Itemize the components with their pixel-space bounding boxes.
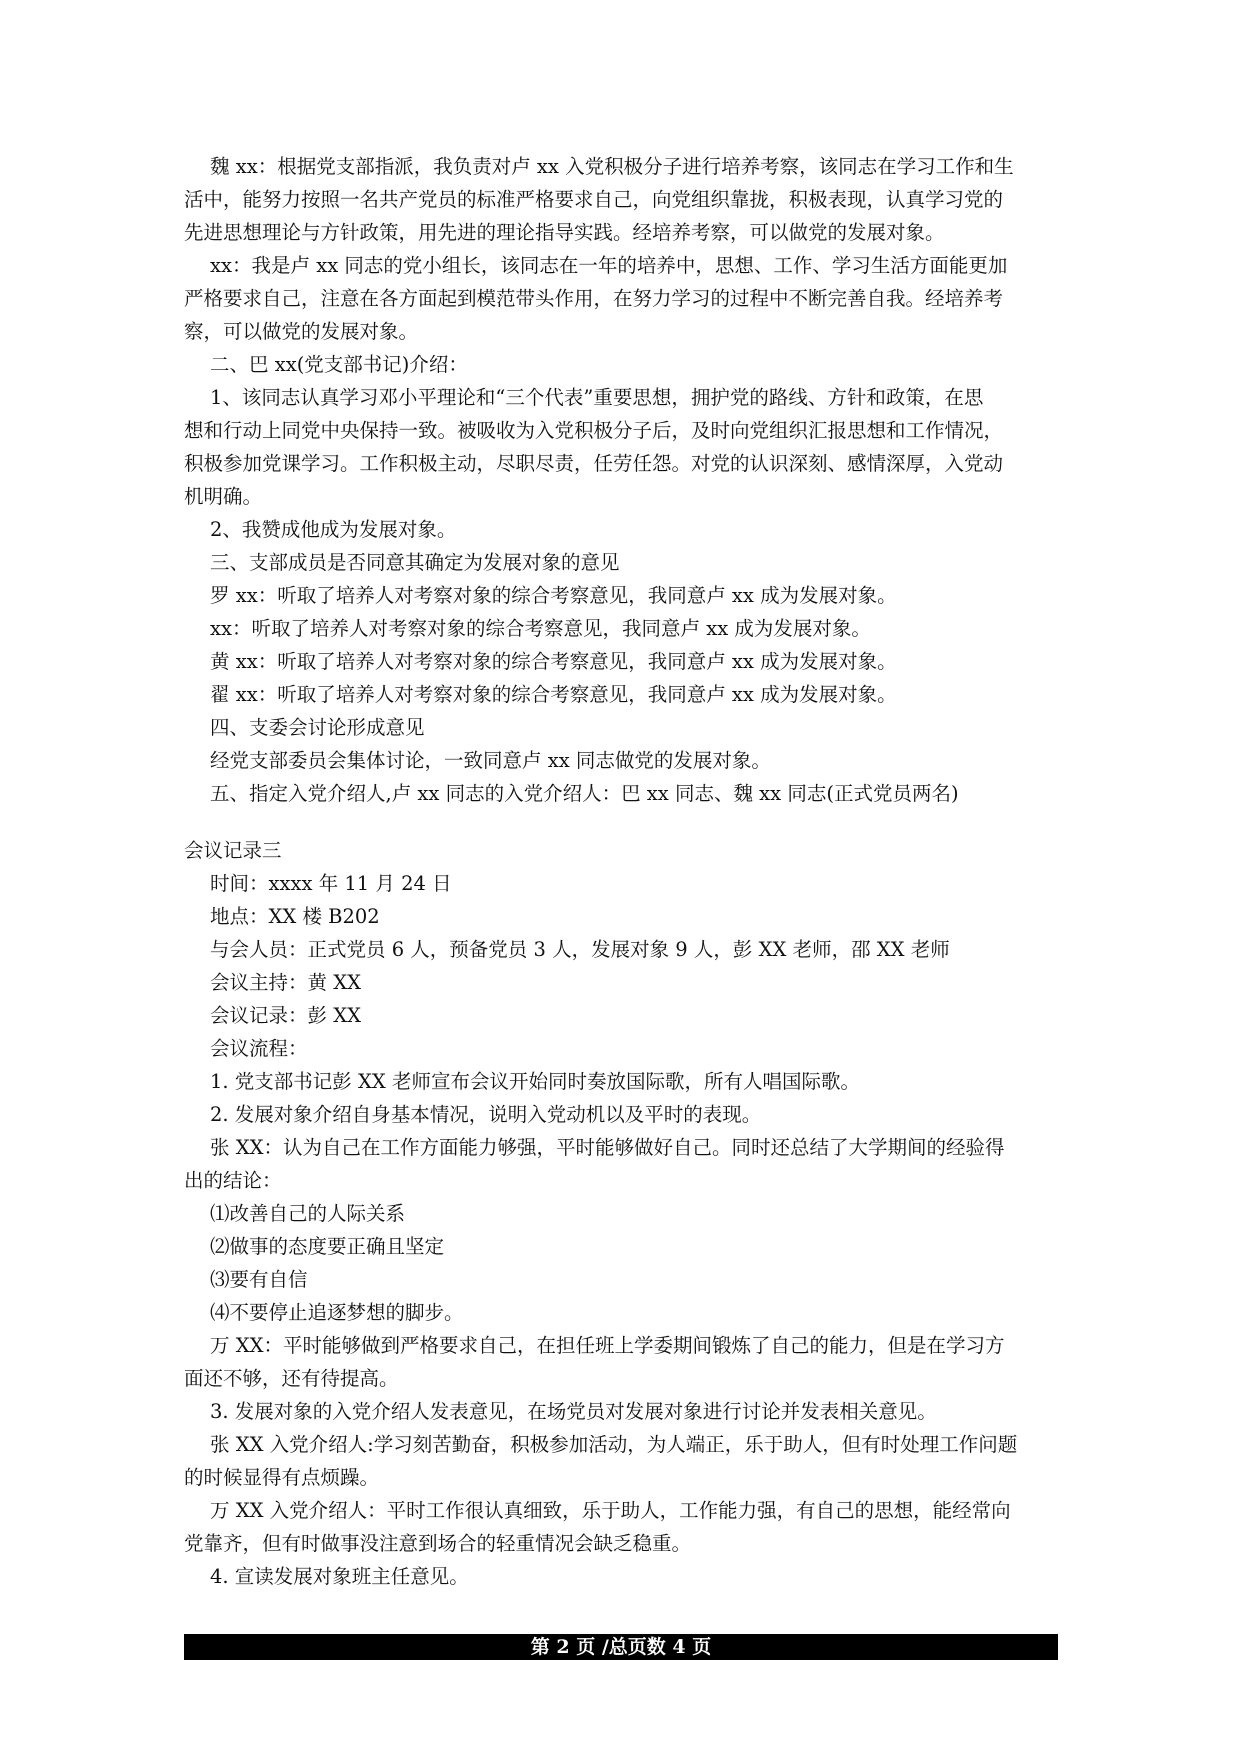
text-line: 会议主持：黄 XX: [210, 971, 361, 994]
text-line: 4. 宣读发展对象班主任意见。: [210, 1565, 469, 1588]
text-line: 五、指定入党介绍人,卢 xx 同志的入党介绍人：巴 xx 同志、魏 xx 同志(正式党员两名): [210, 782, 959, 805]
text-line: 经党支部委员会集体讨论，一致同意卢 xx 同志做党的发展对象。: [210, 749, 771, 772]
page-footer: 第 2 页 /总页数 4 页: [184, 1634, 1058, 1660]
text-line: 罗 xx：听取了培养人对考察对象的综合考察意见，我同意卢 xx 成为发展对象。: [210, 584, 897, 607]
text-line: 时间：xxxx 年 11 月 24 日: [210, 872, 452, 895]
text-line: ⑷不要停止追逐梦想的脚步。: [210, 1301, 464, 1324]
text-line: 2. 发展对象介绍自身基本情况，说明入党动机以及平时的表现。: [210, 1103, 762, 1126]
text-line: xx：我是卢 xx 同志的党小组长，该同志在一年的培养中，思想、工作、学习生活方面能更加: [210, 254, 1008, 277]
text-line: 四、支委会讨论形成意见: [210, 716, 425, 739]
text-line: 2、我赞成他成为发展对象。: [210, 518, 457, 541]
text-line: ⑴改善自己的人际关系: [210, 1202, 406, 1225]
text-line: 万 XX：平时能够做到严格要求自己，在担任班上学委期间锻炼了自己的能力，但是在学习方: [210, 1334, 1005, 1357]
text-line: 黄 xx：听取了培养人对考察对象的综合考察意见，我同意卢 xx 成为发展对象。: [210, 650, 897, 673]
text-line: 1. 党支部书记彭 XX 老师宣布会议开始同时奏放国际歌，所有人唱国际歌。: [210, 1070, 860, 1093]
text-line: 三、支部成员是否同意其确定为发展对象的意见: [210, 551, 620, 574]
text-line: 张 XX：认为自己在工作方面能力够强，平时能够做好自己。同时还总结了大学期间的经验得: [210, 1136, 1005, 1159]
text-line: 的时候显得有点烦躁。: [184, 1466, 380, 1489]
meeting-record-part-1: [184, 150, 1064, 810]
text-line: 魏 xx：根据党支部指派，我负责对卢 xx 入党积极分子进行培养考察，该同志在学习工作和生: [210, 155, 1014, 178]
text-line: 会议记录三: [184, 839, 282, 862]
text-line: 机明确。: [184, 485, 263, 508]
text-line: 出的结论：: [184, 1169, 282, 1192]
text-line: 积极参加党课学习。工作积极主动，尽职尽责，任劳任怨。对党的认识深刻、感情深厚，入党动: [184, 452, 1004, 475]
text-line: 想和行动上同党中央保持一致。被吸收为入党积极分子后，及时向党组织汇报思想和工作情况，: [184, 419, 1004, 442]
text-line: 会议流程：: [210, 1037, 308, 1060]
text-line: 面还不够，还有待提高。: [184, 1367, 399, 1390]
text-line: 察，可以做党的发展对象。: [184, 320, 419, 343]
text-line: 会议记录：彭 XX: [210, 1004, 361, 1027]
text-line: 3. 发展对象的入党介绍人发表意见，在场党员对发展对象进行讨论并发表相关意见。: [210, 1400, 937, 1423]
text-line: 活中，能努力按照一名共产党员的标准严格要求自己，向党组织靠拢，积极表现，认真学习党的: [184, 188, 1004, 211]
text-line: 张 XX 入党介绍人:学习刻苦勤奋，积极参加活动，为人端正，乐于助人，但有时处理工作问题: [210, 1433, 1018, 1456]
text-line: 与会人员：正式党员 6 人，预备党员 3 人，发展对象 9 人，彭 XX 老师，邵 XX 老师: [210, 938, 950, 961]
text-line: 翟 xx：听取了培养人对考察对象的综合考察意见，我同意卢 xx 成为发展对象。: [210, 683, 897, 706]
text-line: 党靠齐，但有时做事没注意到场合的轻重情况会缺乏稳重。: [184, 1532, 692, 1555]
text-line: 1、该同志认真学习邓小平理论和“三个代表”重要思想，拥护党的路线、方针和政策，在思: [210, 386, 984, 409]
text-line: xx：听取了培养人对考察对象的综合考察意见，我同意卢 xx 成为发展对象。: [210, 617, 871, 640]
text-line: 地点：XX 楼 B202: [210, 905, 380, 928]
section-spacer: [184, 810, 1064, 834]
text-line: 先进思想理论与方针政策，用先进的理论指导实践。经培养考察，可以做党的发展对象。: [184, 221, 945, 244]
text-line: ⑵做事的态度要正确且坚定: [210, 1235, 445, 1258]
text-line: 万 XX 入党介绍人：平时工作很认真细致，乐于助人，工作能力强，有自己的思想，能经常向: [210, 1499, 1011, 1522]
text-line: 严格要求自己，注意在各方面起到模范带头作用，在努力学习的过程中不断完善自我。经培养考: [184, 287, 1004, 310]
meeting-record-part-3: [184, 834, 1064, 1593]
document-body: [184, 150, 1064, 1593]
text-line: 二、巴 xx(党支部书记)介绍：: [210, 353, 468, 376]
text-line: ⑶要有自信: [210, 1268, 308, 1291]
